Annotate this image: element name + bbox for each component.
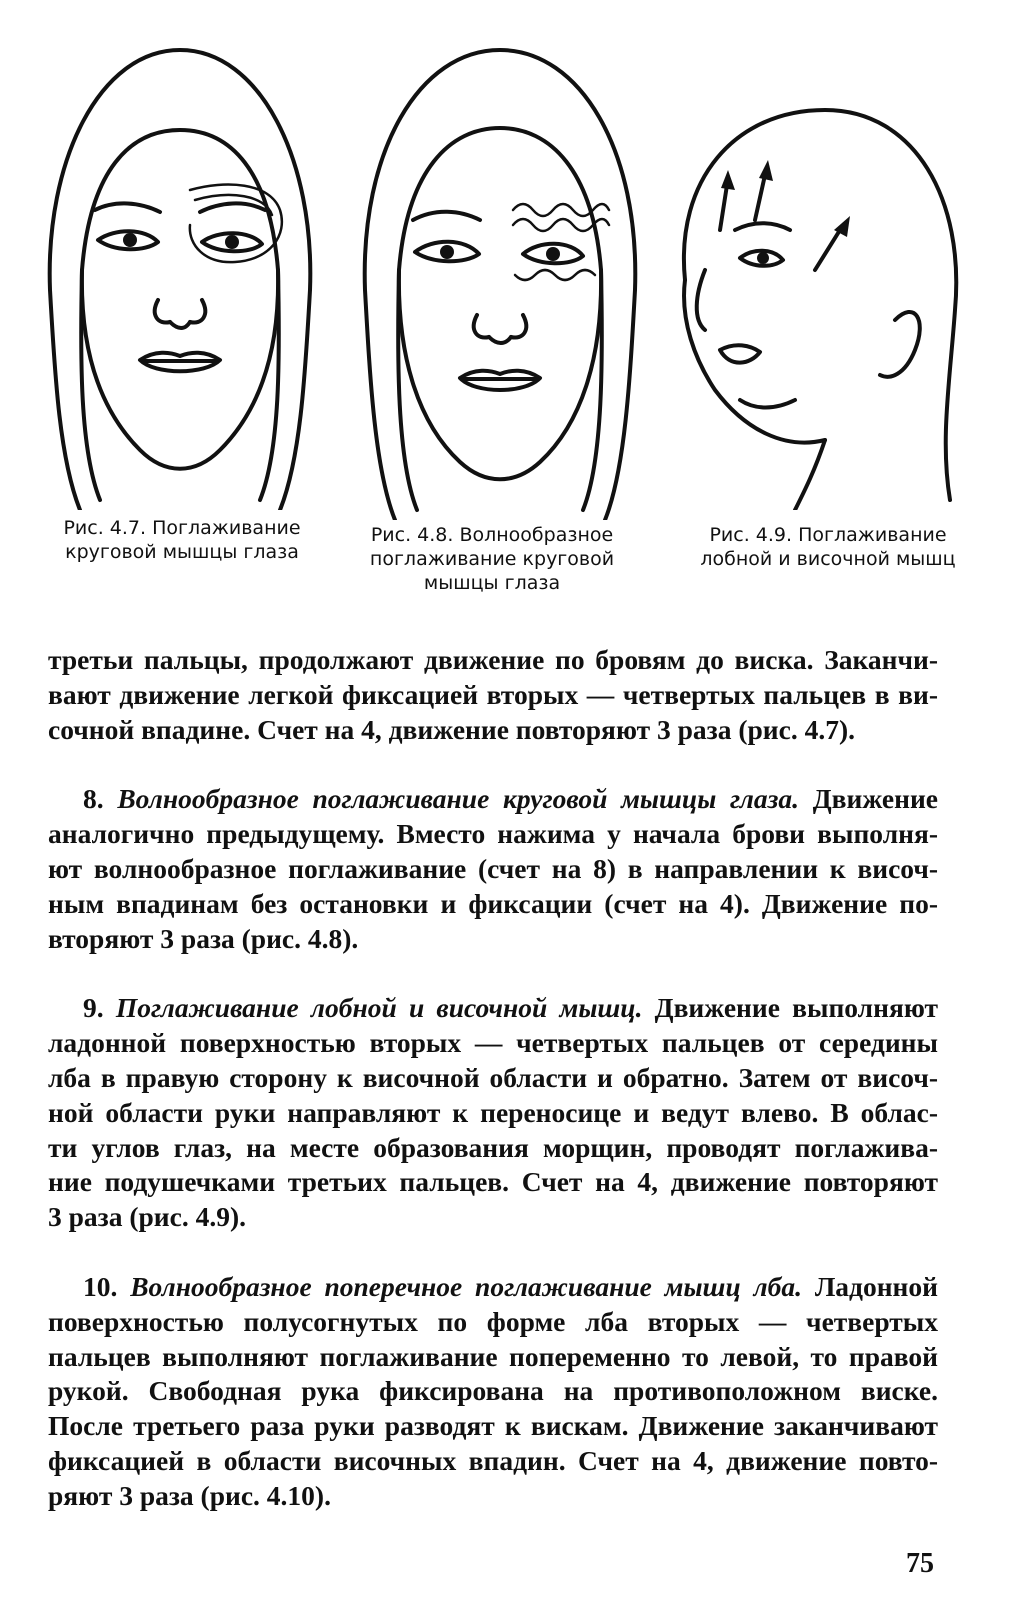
face-front-circular-stroke-illustration [40,30,320,510]
text-line: сочной впадине. Счет на 4, движение повторяют 3 раза (рис. 4.7). [48,713,855,745]
caption-line: Рис. 4.7. Поглаживание [63,517,301,539]
text-line: фиксацией в области височных впадин. Счет на 4, движение повто- [48,1444,938,1476]
caption-line: круговой мышцы глаза [65,541,299,563]
figure-caption-4-8 [342,523,642,595]
paragraph-continuation [48,643,938,747]
text-line: ным впадинам без остановки и фиксации (счет на 4). Движение по- [48,887,938,919]
body-text [48,643,938,1514]
paragraph-gap [48,747,938,782]
figure-caption-4-7 [32,516,332,564]
item-9 [48,991,938,1235]
item-title: Поглаживание лобной и височной мышц. [115,992,643,1024]
item-first-line [48,782,938,817]
text-line: третьи пальцы, продолжают движение по бровям до виска. Заканчи- [48,644,938,675]
text-line: ной области руки направляют к переносице и ведут влево. В облас- [48,1096,938,1128]
text-line: ряют 3 раза (рис. 4.10). [48,1479,331,1511]
figure-4-7 [40,30,320,510]
caption-line: Рис. 4.8. Волнообразное [370,524,614,546]
text-line: вторяют 3 раза (рис. 4.8). [48,922,359,954]
caption-line: лобной и височной мышц [700,548,956,570]
item-text: Движение [799,783,938,815]
text-line: ние подушечками третьих пальцев. Счет на 4, движение повторяют [48,1166,938,1198]
item-title: Волнообразное поперечное поглаживание мышц лба. [130,1270,803,1302]
text-line: ладонной поверхностью вторых — четвертых пальцев от середины [48,1027,938,1059]
text-line: вают движение легкой фиксацией вторых — четвертых пальцев в ви- [48,678,938,710]
text-line: пальцев выполняют поглаживание попеременно то левой, то правой [48,1340,938,1372]
caption-line: поглаживание круговой [369,548,615,570]
figure-caption-4-9 [668,523,988,571]
page-number: 75 [906,1548,934,1579]
item-first-line [48,991,938,1026]
face-front-wave-stroke-illustration [355,30,645,520]
paragraph-gap [48,956,938,991]
item-8 [48,782,938,956]
caption-line: мышцы глаза [423,572,561,594]
text-line: После третьего раза руки разводят к вискам. Движение заканчивают [48,1410,938,1442]
figure-4-8 [355,30,645,520]
caption-line: Рис. 4.9. Поглаживание [709,524,947,546]
item-text: Движение выполняют [642,992,938,1024]
item-number: 8. [83,783,104,815]
item-number: 10. [83,1270,118,1302]
paragraph-gap [48,1235,938,1270]
text-line: 3 раза (рис. 4.9). [48,1201,247,1233]
item-title: Волнообразное поглаживание круговой мышцы глаза. [117,783,799,815]
item-text: Ладонной [802,1270,939,1302]
item-10 [48,1270,938,1514]
text-line: рукой. Свободная рука фиксирована на противоположном виске. [48,1375,938,1407]
text-line: поверхностью полусогнутых по форме лба вторых — четвертых [48,1305,938,1337]
text-line: ти углов глаз, на месте образования морщин, проводят поглажива- [48,1131,938,1163]
figure-4-9 [665,30,965,510]
face-side-forehead-stroke-illustration [665,30,965,510]
item-first-line [48,1270,938,1305]
text-line: лба в правую сторону к височной области и обратно. Затем от височ- [48,1061,938,1093]
text-line: аналогично предыдущему. Вместо нажима у начала брови выполня- [48,818,938,850]
text-line: ют волнообразное поглаживание (счет на 8) в направлении к височ- [48,852,938,884]
item-number: 9. [83,992,104,1024]
figures-row [40,30,990,600]
